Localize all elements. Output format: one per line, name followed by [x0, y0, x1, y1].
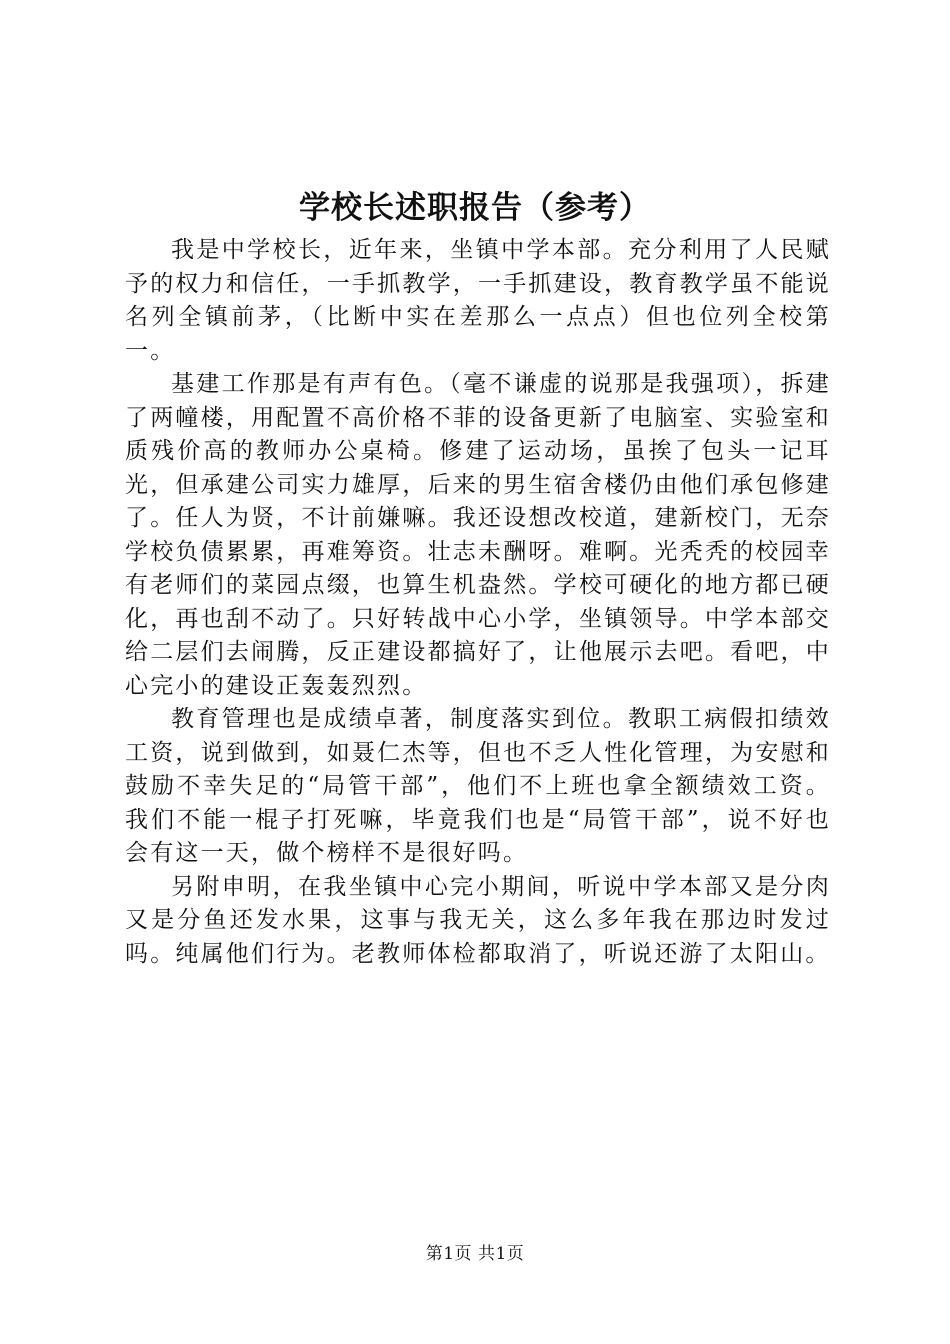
document-title: 学校长述职报告（参考） — [299, 190, 651, 226]
paragraph: 我是中学校长，近年来，坐镇中学本部。充分利用了人民赋予的权力和信任，一手抓教学，一手抓建设，教育教学虽不能说名列全镇前茅，（比断中实在差那么一点点）但也位列全校第一。 — [125, 237, 831, 364]
paragraph: 基建工作那是有声有色。（毫不谦虚的说那是我强项），拆建了两幢楼，用配置不高价格不菲的设备更新了电脑室、实验室和质残价高的教师办公桌椅。修建了运动场，虽挨了包头一记耳光，但承建公司实力雄厚，后来的男生宿舍楼仍由他们承包修建了。任人为贤，不计前嫌嘛。我还设想改校道，建新校门，无奈学校负债累累，再难筹资。壮志未酬呀。难啊。光秃秃的校园幸有老师们的菜园点缀，也算生机盎然。学校可硬化的地方都已硬化，再也刮不动了。只好转战中心小学，坐镇领导。中学本部交给二层们去闹腾，反正建设都搞好了，让他展示去吧。看吧，中心完小的建设正轰轰烈烈。 — [125, 371, 831, 699]
paragraph: 教育管理也是成绩卓著，制度落实到位。教职工病假扣绩效工资，说到做到，如聂仁杰等，但也不乏人性化管理，为安慰和鼓励不幸失足的“局管干部”，他们不上班也拿全额绩效工资。我们不能一棍子打死嘛，毕竟我们也是“局管干部”，说不好也会有这一天，做个榜样不是很好吗。 — [125, 706, 831, 866]
paragraph: 另附申明，在我坐镇中心完小期间，听说中学本部又是分肉又是分鱼还发水果，这事与我无关，这么多年我在那边时发过吗。纯属他们行为。老教师体检都取消了，听说还游了太阳山。 — [125, 873, 831, 967]
document-body — [125, 234, 831, 971]
page-number-footer: 第1页 共1页 — [425, 1244, 525, 1264]
